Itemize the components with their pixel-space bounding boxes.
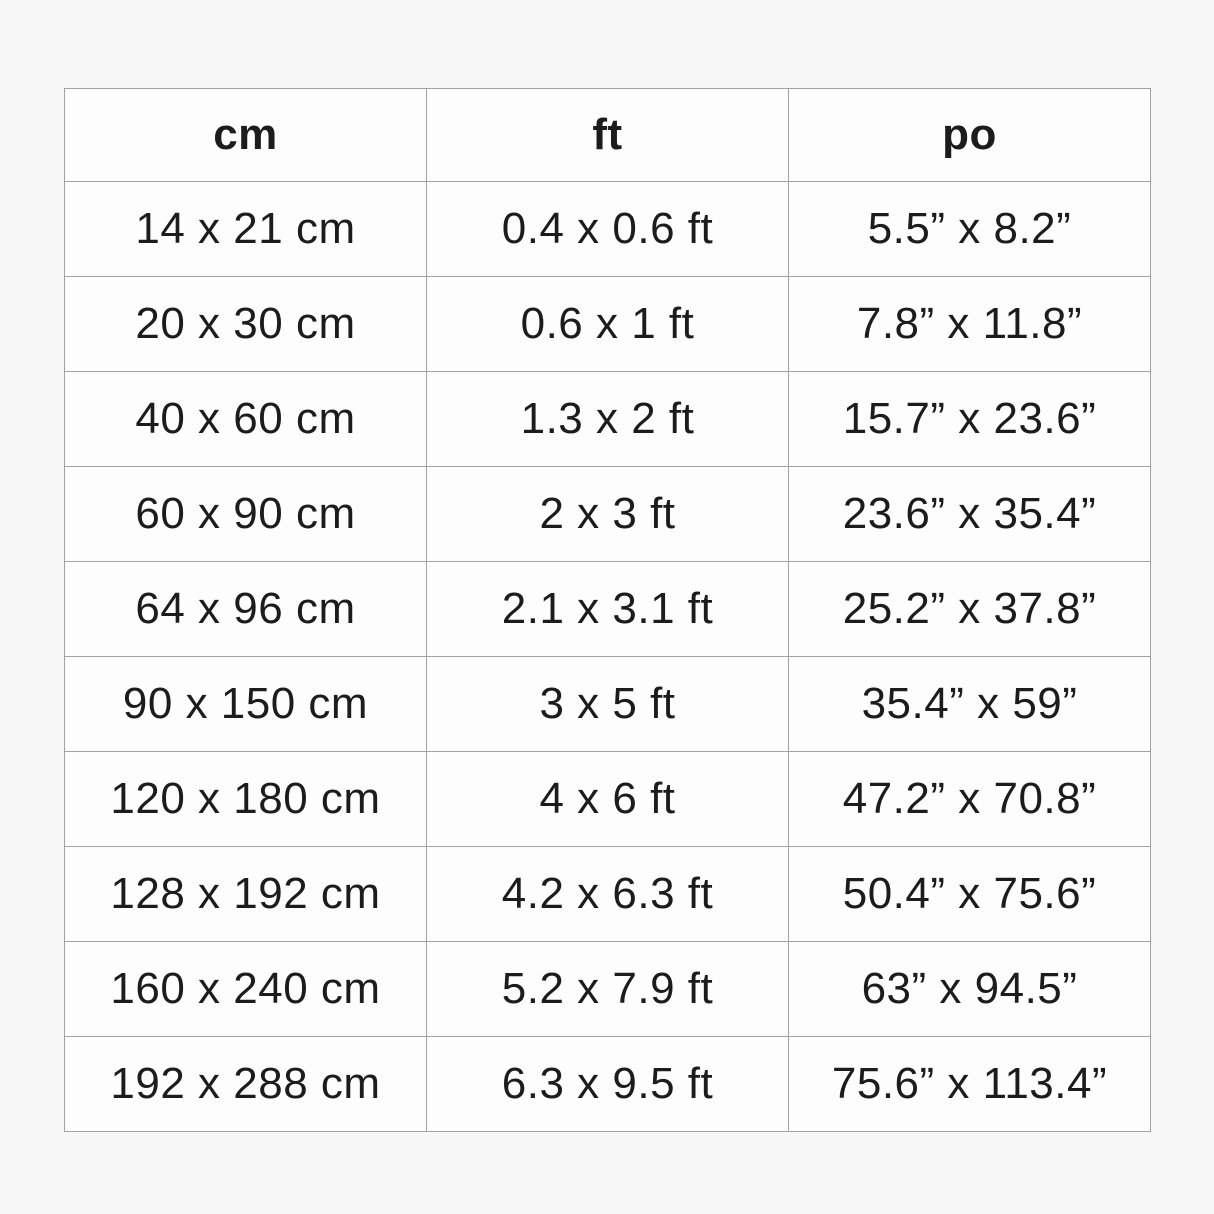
table-row: [65, 847, 1151, 942]
cell-po: 5.5” x 8.2”: [789, 182, 1151, 277]
table-row: [65, 372, 1151, 467]
cell-cm: 120 x 180 cm: [65, 752, 427, 847]
cell-ft: 0.4 x 0.6 ft: [427, 182, 789, 277]
cell-po: 35.4” x 59”: [789, 657, 1151, 752]
cell-cm: 20 x 30 cm: [65, 277, 427, 372]
cell-cm: 64 x 96 cm: [65, 562, 427, 657]
cell-ft: 5.2 x 7.9 ft: [427, 942, 789, 1037]
table-row: [65, 752, 1151, 847]
table-row: [65, 657, 1151, 752]
cell-po: 75.6” x 113.4”: [789, 1037, 1151, 1132]
header-row: [65, 89, 1151, 182]
cell-po: 7.8” x 11.8”: [789, 277, 1151, 372]
column-header-cm: cm: [65, 89, 427, 182]
column-header-po: po: [789, 89, 1151, 182]
cell-cm: 160 x 240 cm: [65, 942, 427, 1037]
cell-cm: 192 x 288 cm: [65, 1037, 427, 1132]
table-row: [65, 562, 1151, 657]
cell-ft: 2 x 3 ft: [427, 467, 789, 562]
column-header-ft: ft: [427, 89, 789, 182]
cell-po: 23.6” x 35.4”: [789, 467, 1151, 562]
table-row: [65, 1037, 1151, 1132]
size-conversion-table: [64, 88, 1151, 1126]
cell-ft: 1.3 x 2 ft: [427, 372, 789, 467]
cell-ft: 4.2 x 6.3 ft: [427, 847, 789, 942]
cell-po: 50.4” x 75.6”: [789, 847, 1151, 942]
cell-ft: 4 x 6 ft: [427, 752, 789, 847]
cell-cm: 40 x 60 cm: [65, 372, 427, 467]
cell-po: 25.2” x 37.8”: [789, 562, 1151, 657]
table-row: [65, 277, 1151, 372]
conversion-table: [64, 88, 1151, 1132]
cell-po: 63” x 94.5”: [789, 942, 1151, 1037]
cell-cm: 60 x 90 cm: [65, 467, 427, 562]
cell-po: 47.2” x 70.8”: [789, 752, 1151, 847]
table-row: [65, 182, 1151, 277]
cell-po: 15.7” x 23.6”: [789, 372, 1151, 467]
cell-ft: 0.6 x 1 ft: [427, 277, 789, 372]
cell-ft: 6.3 x 9.5 ft: [427, 1037, 789, 1132]
cell-cm: 128 x 192 cm: [65, 847, 427, 942]
cell-cm: 90 x 150 cm: [65, 657, 427, 752]
cell-ft: 2.1 x 3.1 ft: [427, 562, 789, 657]
table-row: [65, 467, 1151, 562]
cell-ft: 3 x 5 ft: [427, 657, 789, 752]
table-row: [65, 942, 1151, 1037]
cell-cm: 14 x 21 cm: [65, 182, 427, 277]
